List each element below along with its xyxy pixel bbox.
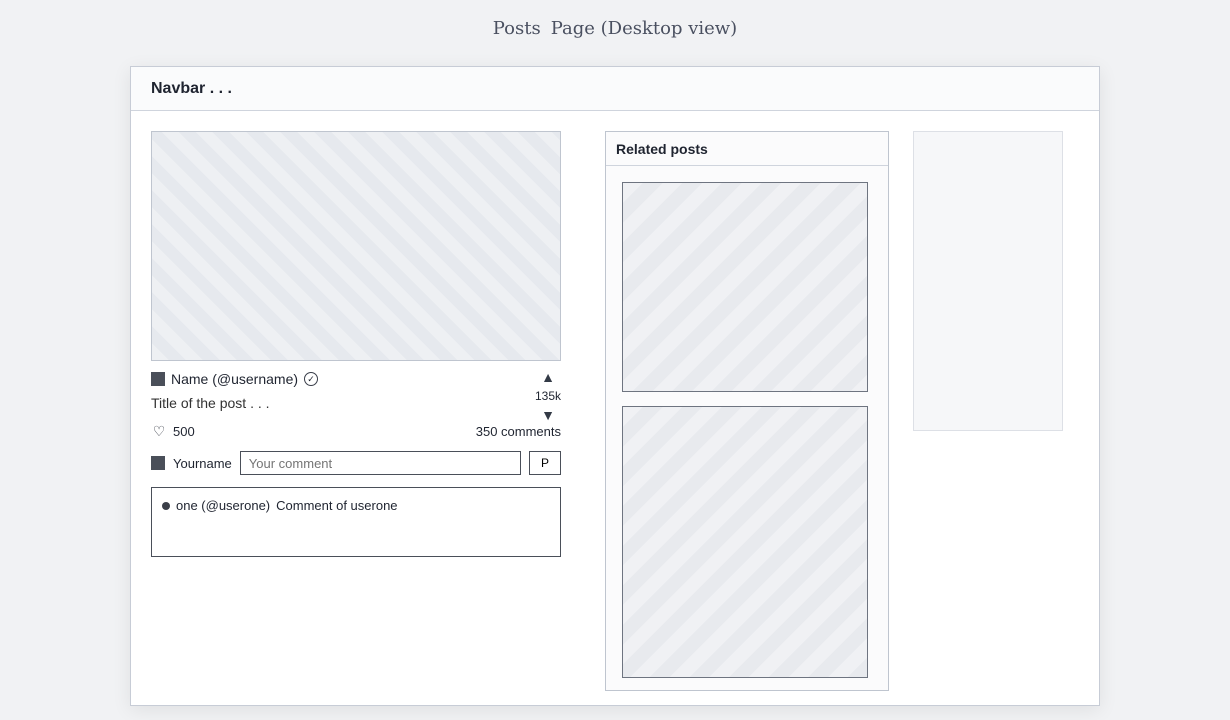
current-user-avatar: [151, 456, 165, 470]
comment-input[interactable]: [240, 451, 521, 475]
post-title: Title of the post . . .: [151, 395, 270, 411]
comment-item: [162, 498, 550, 513]
downvote-button[interactable]: [535, 405, 561, 425]
desktop-frame: [130, 66, 1100, 706]
related-posts-panel: [605, 131, 889, 691]
comment-list: [151, 487, 561, 557]
author-name[interactable]: Name (@username): [171, 371, 299, 387]
side-panel-placeholder: [913, 131, 1063, 431]
chevron-up-icon: ▲: [541, 369, 555, 385]
chevron-down-icon: ▼: [541, 407, 555, 423]
navbar[interactable]: [131, 67, 1099, 111]
avatar[interactable]: [151, 372, 165, 386]
author-row: [151, 371, 581, 387]
verified-icon: ✓: [304, 372, 318, 386]
related-post-card[interactable]: [622, 406, 868, 678]
like-count: 500: [173, 423, 195, 439]
caption-right: Page (Desktop view): [550, 17, 738, 39]
like-icon: ♡: [152, 422, 166, 439]
likes[interactable]: [151, 423, 195, 439]
page-caption: [0, 0, 1230, 56]
post-column: [151, 131, 581, 689]
vote-widget: [523, 367, 573, 425]
commenter-name[interactable]: one (@userone): [176, 498, 271, 513]
related-post-card[interactable]: [622, 182, 868, 392]
related-posts-title: Related posts: [606, 132, 888, 166]
content-area: [131, 111, 1099, 705]
commenter-avatar: [162, 502, 170, 510]
comment-count[interactable]: 350 comments: [475, 423, 561, 439]
comment-text: Comment of userone: [276, 498, 398, 513]
vote-count: 135k: [534, 389, 562, 403]
comment-form: [151, 451, 561, 475]
post-stats: [151, 423, 561, 439]
navbar-label: Navbar . . .: [151, 79, 232, 97]
post-comment-button[interactable]: P: [529, 451, 561, 475]
current-user-name: Yourname: [173, 455, 232, 471]
upvote-button[interactable]: [535, 367, 561, 387]
caption-left: Posts: [492, 17, 541, 39]
post-image[interactable]: [151, 131, 561, 361]
